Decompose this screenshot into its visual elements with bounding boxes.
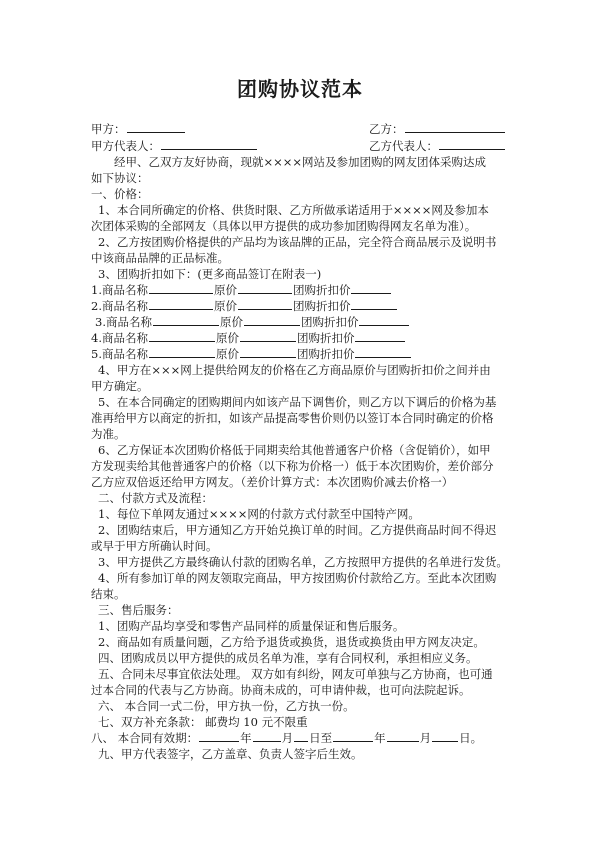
party-b-label: 乙方：	[369, 122, 404, 136]
s2-clause-2b: 或早于甲方所确认时间。	[91, 539, 218, 553]
party-b-blank	[405, 121, 505, 133]
section-8-validity: 八、 本合同有效期： 年 月 日至 年 月 日。	[91, 731, 483, 745]
s1-clause-2a: 2、乙方按团购价格提供的产品均为该品牌的正品，完全符合商品展示及说明书	[98, 235, 497, 249]
s3-clause-2: 2、商品如有质量问题，乙方给予退货或换货，退货或换货由甲方网友决定。	[98, 635, 485, 649]
party-a-label: 甲方：	[91, 122, 126, 136]
product-row: 5.商品名称 原价 团购折扣价	[91, 346, 412, 362]
product-row: 3.商品名称 原价 团购折扣价	[95, 314, 410, 330]
section-2-heading: 二、付款方式及流程：	[98, 491, 213, 505]
intro-line-2: 如下协议：	[91, 171, 149, 185]
product-row: 1.商品名称 原价 团购折扣价	[91, 282, 392, 298]
s2-clause-4b: 结束。	[91, 587, 126, 601]
document-title: 团购协议范本	[237, 77, 363, 101]
s3-clause-1: 1、团购产品均享受和零售产品同样的质量保证和售后服务。	[98, 619, 405, 633]
product-row: 4.商品名称 原价 团购折扣价	[91, 330, 406, 346]
section-1-heading: 一、价格：	[91, 187, 149, 201]
party-b-rep-blank	[439, 138, 505, 150]
party-a-rep-blank	[161, 138, 257, 150]
s1-clause-6c: 乙方应双倍返还给甲方网友。（差价计算方式：本次团购价减去价格一）	[91, 475, 454, 489]
s2-clause-2a: 2、团购结束后，甲方通知乙方开始兑换订单的时间。乙方提供商品时间不得迟	[98, 523, 497, 537]
s1-clause-2b: 中该商品品牌的正品标准。	[91, 251, 229, 265]
section-9: 九、甲方代表签字，乙方盖章、负责人签字后生效。	[98, 747, 363, 761]
s1-clause-3: 3、团购折扣如下：(更多商品签订在附表一)	[98, 267, 322, 281]
s1-clause-1a: 1、本合同所确定的价格、供货时限、乙方所做承诺适用于××××网及参加本	[98, 203, 489, 217]
section-3-heading: 三、售后服务：	[98, 603, 179, 617]
s2-clause-4a: 4、所有参加订单的网友领取完商品，甲方按团购价付款给乙方。至此本次团购	[98, 571, 497, 585]
party-b-rep-line	[369, 138, 506, 154]
section-4: 四、团购成员以甲方提供的成员名单为准，享有合同权利，承担相应义务。	[98, 651, 478, 665]
s2-clause-3: 3、甲方提供乙方最终确认付款的团购名单，乙方按照甲方提供的名单进行发货。	[98, 555, 508, 569]
party-a-line	[91, 121, 186, 137]
intro-line-1: 经甲、乙双方友好协商，现就××××网站及参加团购的网友团体采购达成	[114, 155, 487, 169]
party-b-rep-label: 乙方代表人：	[369, 139, 438, 153]
s1-clause-6a: 6、乙方保证本次团购价格低于同期卖给其他普通客户价格（含促销价），如甲	[98, 443, 491, 457]
s1-clause-4b: 甲方确定。	[91, 379, 149, 393]
section-5b: 过本合同的代表与乙方协商。协商未成的，可申请仲裁，也可向法院起诉。	[91, 683, 471, 697]
party-a-blank	[127, 121, 185, 133]
section-6: 六、 本合同一式二份，甲方执一份，乙方执一份。	[98, 699, 355, 713]
s1-clause-6b: 方发现卖给其他普通客户的价格（以下称为价格一）低于本次团购价，差价部分	[91, 459, 494, 473]
s1-clause-1b: 次团体采购的全部网友（具体以甲方提供的成功参加团购得网友名单为准）。	[91, 219, 477, 233]
s1-clause-5a: 5、在本合同确定的团购期间内如该产品下调售价，则乙方以下调后的价格为基	[98, 395, 497, 409]
s2-clause-1: 1、每位下单网友通过××××网的付款方式付款至中国特产网。	[98, 507, 420, 521]
party-a-rep-line	[91, 138, 258, 154]
s1-clause-4a: 4、甲方在×××网上提供给网友的价格在乙方商品原价与团购折扣价之间并由	[98, 363, 491, 377]
s1-clause-5c: 为准。	[91, 427, 126, 441]
party-a-rep-label: 甲方代表人：	[91, 139, 160, 153]
party-b-line	[369, 121, 506, 137]
section-5a: 五、合同未尽事宜依法处理。 双方如有纠纷，网友可单独与乙方协商，也可通	[98, 667, 493, 681]
product-row: 2.商品名称 原价 团购折扣价	[91, 298, 398, 314]
s1-clause-5b: 准再给甲方以商定的折扣，如该产品提高零售价则仍以签订本合同时确定的价格	[91, 411, 494, 425]
section-7: 七、双方补充条款： 邮费均 10 元不限重	[98, 715, 308, 729]
